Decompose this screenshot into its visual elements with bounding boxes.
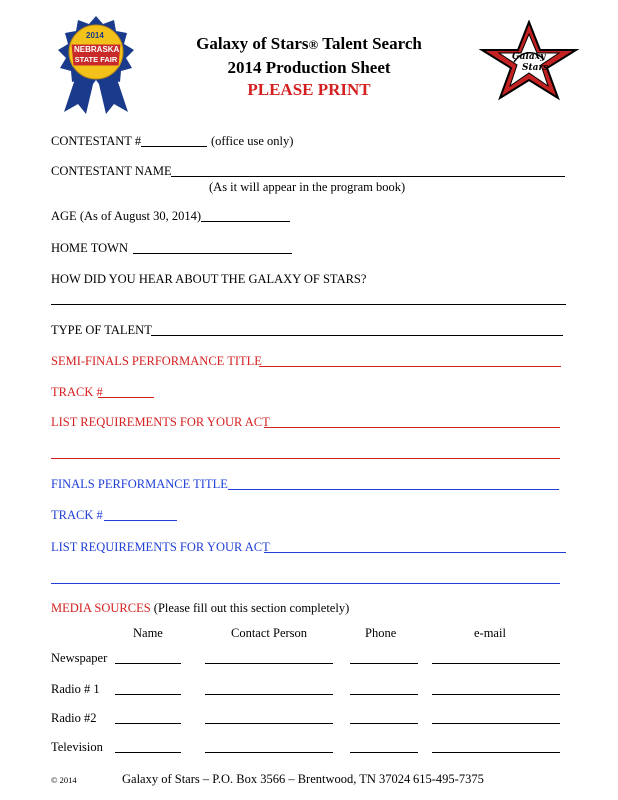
star-logo-text1: Galaxy — [512, 52, 546, 62]
newspaper-name-field[interactable] — [115, 663, 181, 664]
media-heading — [51, 601, 349, 615]
newspaper-email-field[interactable] — [432, 663, 560, 664]
television-contact-field[interactable] — [205, 752, 333, 753]
title-part2: Talent Search — [318, 34, 422, 53]
semi-title-label: SEMI-FINALS PERFORMANCE TITLE — [51, 354, 262, 368]
logo-year: 2014 — [86, 31, 104, 40]
title-part1: Galaxy of Stars — [196, 34, 309, 53]
please-print: PLEASE PRINT — [247, 80, 371, 99]
footer-phone: 615-495-7375 — [413, 772, 484, 786]
finals-track-label: TRACK # — [51, 508, 103, 522]
type-of-talent-field[interactable] — [151, 335, 563, 336]
semi-requirements-field-2[interactable] — [51, 458, 560, 459]
contestant-name-field[interactable] — [171, 176, 565, 177]
type-of-talent-label: TYPE OF TALENT — [51, 323, 152, 337]
radio2-contact-field[interactable] — [205, 723, 333, 724]
semi-requirements-label: LIST REQUIREMENTS FOR YOUR ACT — [51, 415, 270, 429]
column-name: Name — [133, 626, 163, 640]
registered-mark: ® — [308, 37, 319, 52]
radio2-phone-field[interactable] — [350, 723, 418, 724]
finals-requirements-field-2[interactable] — [51, 583, 560, 584]
contestant-number-label: CONTESTANT # — [51, 134, 142, 148]
row-radio2-label: Radio #2 — [51, 711, 97, 725]
page-subtitle: 2014 Production Sheet — [227, 58, 391, 77]
column-contact-person: Contact Person — [231, 626, 308, 640]
row-television-label: Television — [51, 740, 103, 754]
television-phone-field[interactable] — [350, 752, 418, 753]
finals-title-field[interactable] — [228, 489, 559, 490]
hear-about-label: HOW DID YOU HEAR ABOUT THE GALAXY OF STARS? — [51, 272, 367, 286]
media-heading-title: MEDIA SOURCES — [51, 601, 151, 615]
column-phone: Phone — [365, 626, 397, 640]
row-newspaper-label: Newspaper — [51, 651, 108, 665]
page-title — [0, 34, 618, 55]
footer-copyright: © 2014 — [51, 775, 77, 785]
hear-about-field[interactable] — [51, 304, 566, 305]
newspaper-phone-field[interactable] — [350, 663, 418, 664]
newspaper-contact-field[interactable] — [205, 663, 333, 664]
home-town-label: HOME TOWN — [51, 241, 128, 255]
column-email: e-mail — [474, 626, 506, 640]
contestant-number-field[interactable] — [141, 146, 207, 147]
semi-track-label: TRACK # — [51, 385, 103, 399]
media-heading-note: (Please fill out this section completely) — [150, 601, 350, 615]
age-field[interactable] — [201, 221, 290, 222]
radio2-name-field[interactable] — [115, 723, 181, 724]
star-logo-text2: Stars — [522, 63, 549, 73]
footer-address: Galaxy of Stars – P.O. Box 3566 – Brentwood, TN 37024 — [122, 772, 411, 786]
age-label: AGE (As of August 30, 2014) — [51, 209, 201, 223]
radio2-email-field[interactable] — [432, 723, 560, 724]
finals-requirements-label: LIST REQUIREMENTS FOR YOUR ACT — [51, 540, 270, 554]
radio1-email-field[interactable] — [432, 694, 560, 695]
row-radio1-label: Radio # 1 — [51, 682, 100, 696]
semi-requirements-field[interactable] — [264, 427, 560, 428]
finals-track-field[interactable] — [104, 520, 177, 521]
semi-track-field[interactable] — [98, 397, 154, 398]
logo-line2: STATE FAIR — [74, 55, 118, 64]
semi-title-field[interactable] — [259, 366, 561, 367]
television-email-field[interactable] — [432, 752, 560, 753]
radio1-name-field[interactable] — [115, 694, 181, 695]
logo-line1: NEBRASKA — [74, 45, 120, 54]
television-name-field[interactable] — [115, 752, 181, 753]
radio1-phone-field[interactable] — [350, 694, 418, 695]
contestant-name-note: (As it will appear in the program book) — [209, 180, 406, 194]
finals-requirements-field[interactable] — [264, 552, 566, 553]
finals-title-label: FINALS PERFORMANCE TITLE — [51, 477, 228, 491]
home-town-field[interactable] — [133, 253, 292, 254]
contestant-name-label: CONTESTANT NAME — [51, 164, 172, 178]
contestant-number-note: (office use only) — [211, 134, 294, 148]
radio1-contact-field[interactable] — [205, 694, 333, 695]
